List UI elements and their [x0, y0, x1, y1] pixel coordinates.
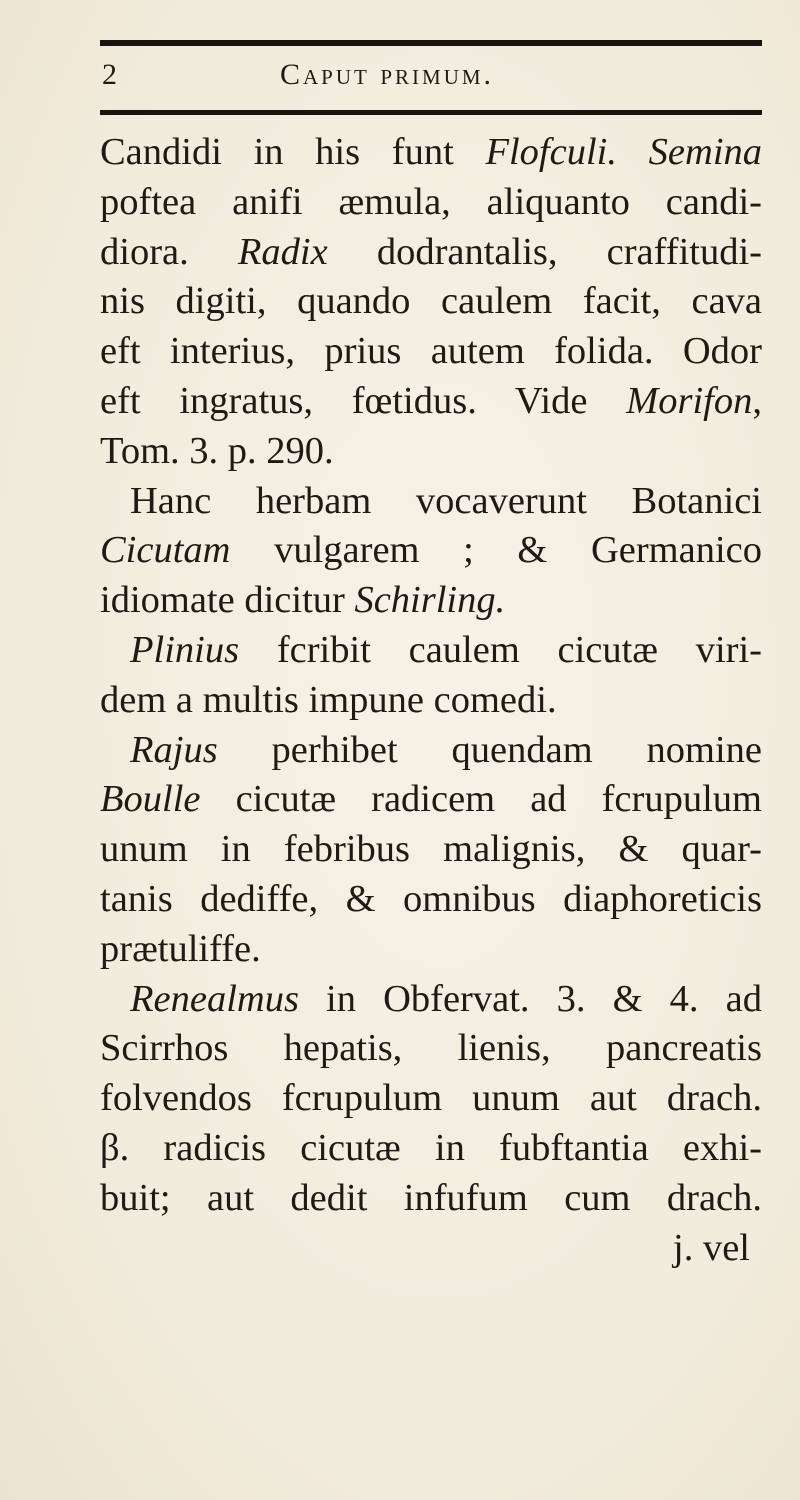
text-line: [100, 277, 762, 327]
text-line: [100, 526, 762, 576]
text-line: [100, 975, 762, 1025]
text-run: Hanc herbam vocaverunt Botanici: [130, 479, 762, 522]
header-rule-bottom: [100, 110, 762, 115]
text-line: [100, 327, 762, 377]
italic-text: Semina: [648, 131, 763, 173]
text-line: [100, 1074, 762, 1124]
text-run: ,: [752, 379, 762, 422]
page-number: 2: [102, 58, 118, 91]
text-line: [100, 178, 762, 228]
text-run: Tom. 3. p. 290.: [100, 429, 334, 472]
text-run: Scirrhos hepatis, lienis, pancreatis: [100, 1027, 762, 1070]
italic-text: Rajus: [130, 728, 218, 771]
text-line: [100, 477, 762, 527]
text-run: eft interius, prius autem folida. Odor: [100, 330, 762, 373]
text-run: cicutæ radicem ad fcrupulum: [200, 778, 762, 821]
italic-text: Morifon: [626, 379, 753, 422]
page-header: [100, 58, 762, 102]
text-line: [100, 1124, 762, 1174]
text-run: buit; aut dedit infufum cum drach.: [100, 1176, 762, 1219]
text-line: [100, 875, 762, 925]
text-line: [100, 576, 762, 626]
text-line: [100, 427, 762, 477]
text-run: idiomate dicitur: [100, 579, 355, 622]
text-run: [617, 131, 649, 173]
text-line: [100, 377, 762, 427]
text-run: tanis dediffe, & omnibus diaphoreticis: [100, 877, 762, 920]
text-line: [100, 775, 762, 825]
text-run: fcribit caulem cicutæ viri-: [239, 628, 762, 671]
text-run: eft ingratus, fœtidus. Vide: [100, 379, 627, 422]
italic-text: Plinius: [130, 628, 240, 671]
text-run: vulgarem ; & Germanico: [230, 529, 762, 572]
text-run: unum in febribus malignis, & quar-: [100, 828, 762, 871]
text-run: nis digiti, quando caulem facit, cava: [100, 280, 762, 323]
text-run: prætuliffe.: [100, 927, 261, 970]
text-run: β. radicis cicutæ in fubftantia exhi-: [100, 1126, 762, 1169]
text-run: folvendos fcrupulum unum aut drach.: [100, 1077, 762, 1120]
text-run: Candidi in his funt: [100, 131, 486, 173]
text-line: [100, 228, 762, 278]
text-line: [100, 825, 762, 875]
text-run: poftea anifi æmula, aliquanto candi-: [100, 180, 762, 223]
italic-text: Schirling.: [354, 579, 506, 622]
text-line: [100, 1024, 762, 1074]
italic-text: Radix: [237, 230, 328, 273]
italic-text: Boulle: [100, 778, 201, 821]
text-line: [100, 726, 762, 776]
catchword: j. vel: [673, 1226, 750, 1269]
text-run: diora.: [100, 230, 238, 273]
text-line: [100, 626, 762, 676]
italic-text: Flofculi.: [485, 131, 617, 173]
text-run: dem a multis impune comedi.: [100, 678, 557, 721]
text-line: [100, 925, 762, 975]
running-title: Caput primum.: [280, 58, 495, 91]
text-line: [100, 128, 762, 178]
header-rule-top: [100, 40, 762, 46]
text-run: perhibet quendam nomine: [217, 728, 762, 771]
text-run: dodrantalis, craffitudi-: [327, 230, 762, 273]
italic-text: Renealmus: [130, 977, 299, 1020]
text-lines: [100, 128, 762, 1224]
text-line: [100, 1174, 762, 1224]
text-run: in Obfervat. 3. & 4. ad: [298, 977, 762, 1020]
italic-text: Cicutam: [100, 529, 231, 572]
text-line: [100, 676, 762, 726]
body-text: [100, 128, 762, 1273]
